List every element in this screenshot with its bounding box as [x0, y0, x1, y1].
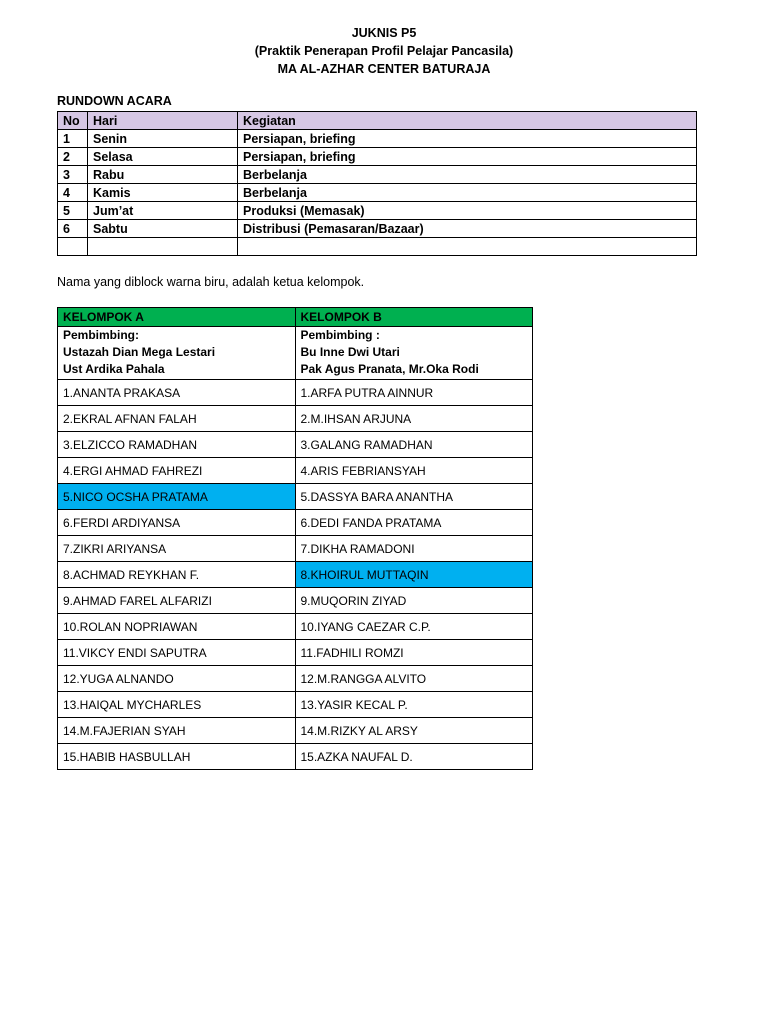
group-b-member: 2.M.IHSAN ARJUNA — [295, 406, 533, 432]
rundown-cell-kegiatan: Distribusi (Pemasaran/Bazaar) — [238, 220, 697, 238]
member-row — [58, 588, 533, 614]
leader-note: Nama yang diblock warna biru, adalah ketua kelompok. — [57, 275, 365, 289]
group-b-advisor: Pak Agus Pranata, Mr.Oka Rodi — [300, 362, 479, 376]
rundown-cell-hari: Senin — [88, 130, 238, 148]
rundown-cell-kegiatan: Persiapan, briefing — [238, 130, 697, 148]
member-row — [58, 744, 533, 770]
group-b-member: 15.AZKA NAUFAL D. — [295, 744, 533, 770]
group-b-advisor-label: Pembimbing : — [300, 328, 380, 342]
group-a-member: 1.ANANTA PRAKASA — [58, 380, 296, 406]
advisor-row — [58, 327, 533, 380]
member-row — [58, 406, 533, 432]
group-a-member: 2.EKRAL AFNAN FALAH — [58, 406, 296, 432]
group-b-advisors — [295, 327, 533, 380]
rundown-table — [57, 111, 697, 256]
member-row — [58, 458, 533, 484]
group-a-member: 10.ROLAN NOPRIAWAN — [58, 614, 296, 640]
group-a-member: 8.ACHMAD REYKHAN F. — [58, 562, 296, 588]
rundown-cell-no: 6 — [58, 220, 88, 238]
group-b-member: 1.ARFA PUTRA AINNUR — [295, 380, 533, 406]
group-a-advisor: Ust Ardika Pahala — [63, 362, 165, 376]
group-a-advisors — [58, 327, 296, 380]
rundown-cell-no: 1 — [58, 130, 88, 148]
group-a-member: 7.ZIKRI ARIYANSA — [58, 536, 296, 562]
rundown-cell-hari — [88, 238, 238, 256]
rundown-cell-kegiatan: Persiapan, briefing — [238, 148, 697, 166]
rundown-cell-no: 2 — [58, 148, 88, 166]
rundown-cell-kegiatan — [238, 238, 697, 256]
title-line-1: JUKNIS P5 — [351, 26, 417, 40]
group-a-member: 15.HABIB HASBULLAH — [58, 744, 296, 770]
rundown-header-hari: Hari — [88, 112, 238, 130]
group-b-member: 5.DASSYA BARA ANANTHA — [295, 484, 533, 510]
rundown-cell-no: 5 — [58, 202, 88, 220]
rundown-cell-no — [58, 238, 88, 256]
groups-table — [57, 307, 533, 770]
member-row — [58, 536, 533, 562]
rundown-cell-hari: Selasa — [88, 148, 238, 166]
group-a-member: 6.FERDI ARDIYANSA — [58, 510, 296, 536]
rundown-cell-hari: Kamis — [88, 184, 238, 202]
rundown-cell-kegiatan: Berbelanja — [238, 166, 697, 184]
title-line-3: MA AL-AZHAR CENTER BATURAJA — [277, 62, 491, 76]
member-row — [58, 640, 533, 666]
group-b-member-leader: 8.KHOIRUL MUTTAQIN — [295, 562, 533, 588]
group-b-member: 7.DIKHA RAMADONI — [295, 536, 533, 562]
rundown-header-kegiatan: Kegiatan — [238, 112, 697, 130]
rundown-label: RUNDOWN ACARA — [57, 94, 172, 108]
group-b-member: 12.M.RANGGA ALVITO — [295, 666, 533, 692]
member-row — [58, 484, 533, 510]
table-row — [58, 220, 697, 238]
group-b-member: 9.MUQORIN ZIYAD — [295, 588, 533, 614]
group-b-advisor: Bu Inne Dwi Utari — [300, 345, 400, 359]
table-row — [58, 130, 697, 148]
group-a-member: 13.HAIQAL MYCHARLES — [58, 692, 296, 718]
rundown-cell-hari: Sabtu — [88, 220, 238, 238]
rundown-cell-no: 4 — [58, 184, 88, 202]
group-a-member: 4.ERGI AHMAD FAHREZI — [58, 458, 296, 484]
rundown-header-no: No — [58, 112, 88, 130]
group-b-member: 14.M.RIZKY AL ARSY — [295, 718, 533, 744]
group-a-member: 3.ELZICCO RAMADHAN — [58, 432, 296, 458]
group-a-header: KELOMPOK A — [58, 308, 296, 327]
group-a-member: 12.YUGA ALNANDO — [58, 666, 296, 692]
member-row — [58, 562, 533, 588]
group-a-member-leader: 5.NICO OCSHA PRATAMA — [58, 484, 296, 510]
table-row — [58, 148, 697, 166]
group-b-member: 10.IYANG CAEZAR C.P. — [295, 614, 533, 640]
member-row — [58, 380, 533, 406]
group-b-member: 4.ARIS FEBRIANSYAH — [295, 458, 533, 484]
group-a-member: 11.VIKCY ENDI SAPUTRA — [58, 640, 296, 666]
group-b-member: 13.YASIR KECAL P. — [295, 692, 533, 718]
member-row — [58, 666, 533, 692]
group-b-member: 6.DEDI FANDA PRATAMA — [295, 510, 533, 536]
rundown-cell-hari: Rabu — [88, 166, 238, 184]
group-a-member: 9.AHMAD FAREL ALFARIZI — [58, 588, 296, 614]
table-row — [58, 166, 697, 184]
document-title — [0, 24, 768, 78]
group-b-member: 11.FADHILI ROMZI — [295, 640, 533, 666]
rundown-cell-kegiatan: Berbelanja — [238, 184, 697, 202]
member-row — [58, 432, 533, 458]
rundown-cell-no: 3 — [58, 166, 88, 184]
group-a-advisor: Ustazah Dian Mega Lestari — [63, 345, 216, 359]
rundown-header-row — [58, 112, 697, 130]
table-row — [58, 202, 697, 220]
title-line-2: (Praktik Penerapan Profil Pelajar Pancasila) — [254, 44, 514, 58]
group-b-header: KELOMPOK B — [295, 308, 533, 327]
member-row — [58, 614, 533, 640]
member-row — [58, 692, 533, 718]
table-row — [58, 184, 697, 202]
rundown-cell-kegiatan: Produksi (Memasak) — [238, 202, 697, 220]
group-a-member: 14.M.FAJERIAN SYAH — [58, 718, 296, 744]
groups-header-row — [58, 308, 533, 327]
group-a-advisor-label: Pembimbing: — [63, 328, 140, 342]
member-row — [58, 718, 533, 744]
member-row — [58, 510, 533, 536]
rundown-cell-hari: Jum’at — [88, 202, 238, 220]
group-b-member: 3.GALANG RAMADHAN — [295, 432, 533, 458]
table-row-empty — [58, 238, 697, 256]
